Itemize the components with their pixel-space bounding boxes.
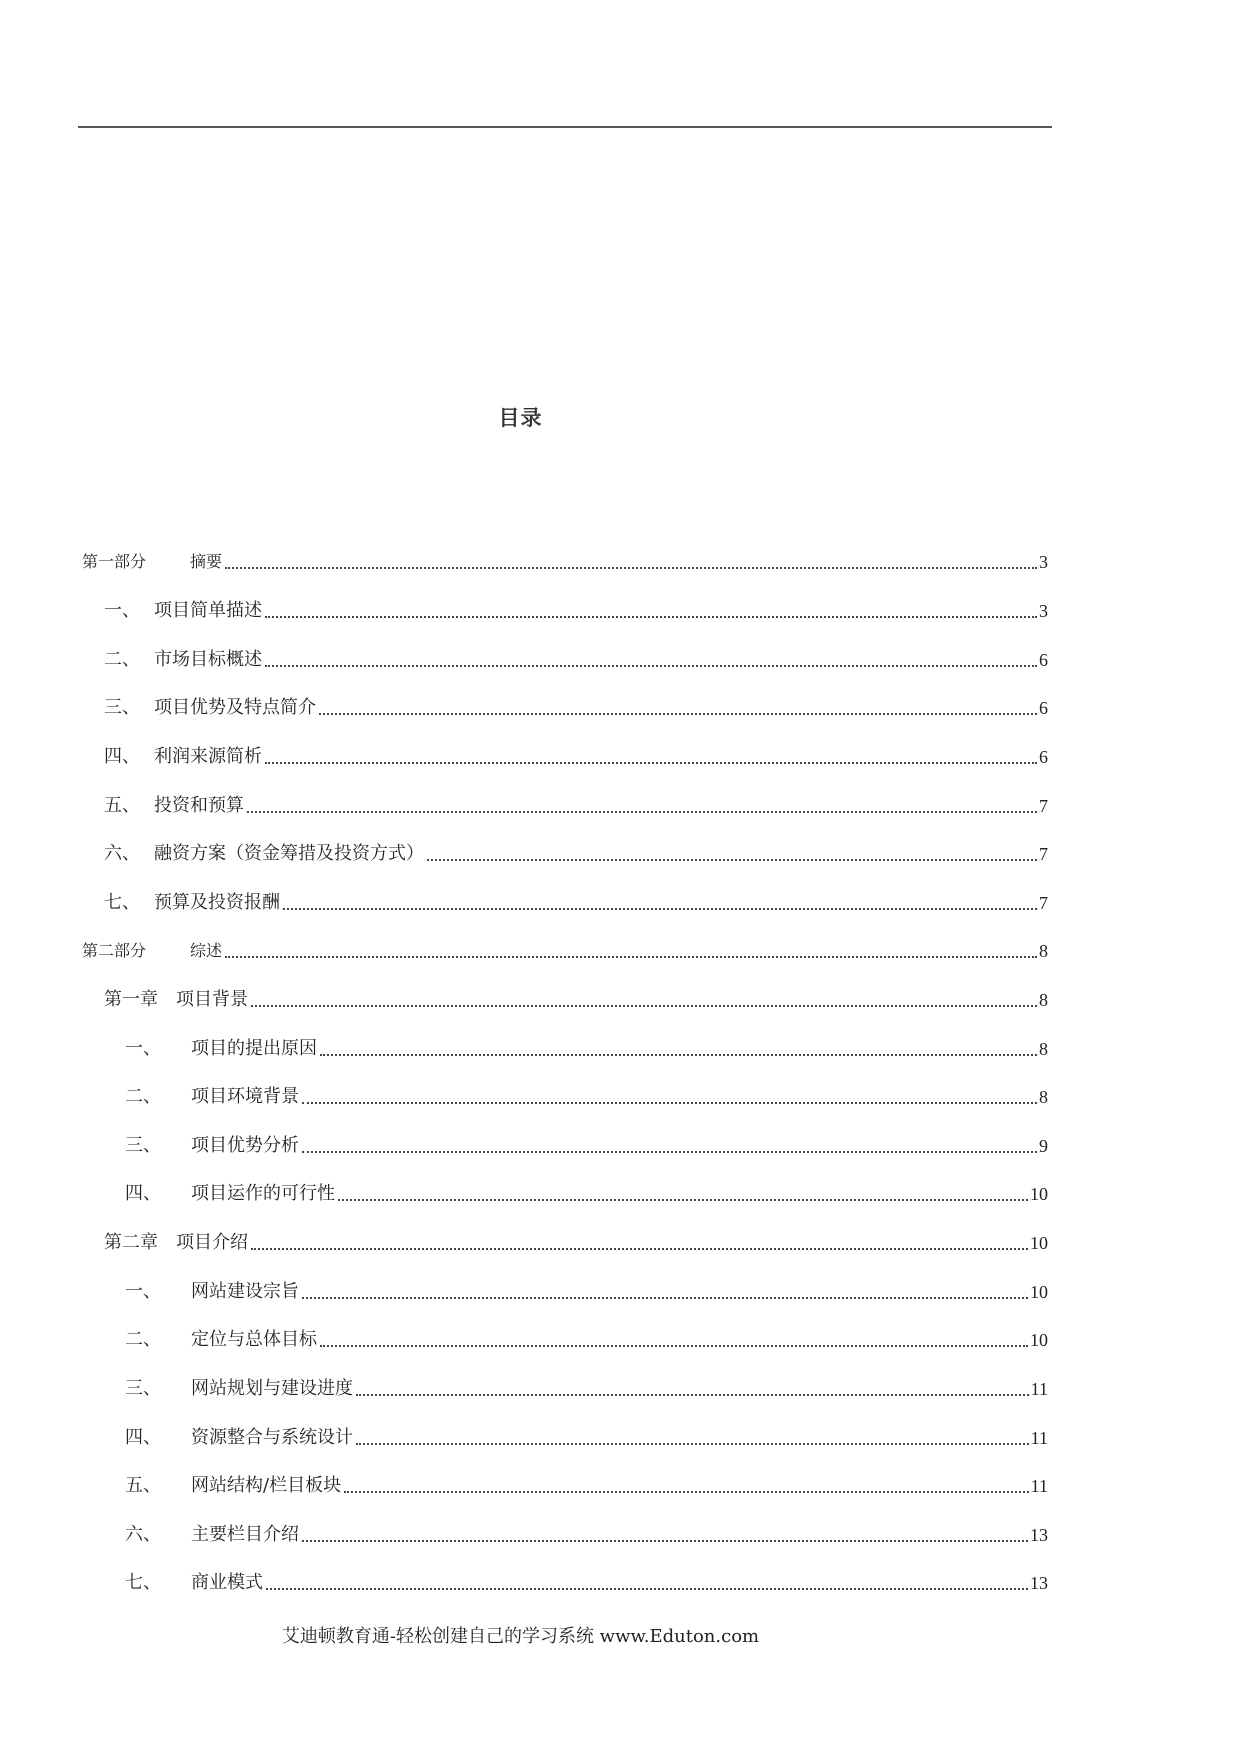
toc-leader-dots <box>247 811 1037 813</box>
toc-entry[interactable] <box>125 1519 1048 1547</box>
toc-entry-number: 第二章 <box>104 1232 158 1253</box>
toc-entry-page: 7 <box>1039 844 1048 864</box>
toc-entry-number: 三、 <box>125 1378 161 1399</box>
toc-leader-dots <box>320 1054 1037 1056</box>
toc-entry-page: 10 <box>1030 1330 1048 1350</box>
toc-entry-number: 第二部分 <box>82 941 147 960</box>
toc-leader-dots <box>251 1248 1028 1250</box>
toc-entry[interactable] <box>82 546 1048 574</box>
toc-leader-dots <box>265 762 1037 764</box>
toc-entry-label: 综述 <box>190 941 223 960</box>
toc-entry-number: 三、 <box>104 697 140 718</box>
toc-entry[interactable] <box>125 1324 1048 1352</box>
toc-leader-dots <box>302 1151 1037 1153</box>
toc-leader-dots <box>251 1005 1037 1007</box>
toc-leader-dots <box>265 665 1037 667</box>
toc-entry-page: 8 <box>1039 1087 1048 1107</box>
toc-entry-number: 二、 <box>125 1086 161 1107</box>
toc-entry-number: 四、 <box>125 1183 161 1204</box>
toc-entry-label: 项目环境背景 <box>191 1086 299 1107</box>
toc-leader-dots <box>302 1540 1028 1542</box>
toc-entry-page: 13 <box>1030 1573 1048 1593</box>
toc-entry-number: 四、 <box>125 1427 161 1448</box>
toc-entry[interactable] <box>104 887 1048 915</box>
toc-entry-label: 项目优势分析 <box>191 1135 299 1156</box>
toc-entry-label: 项目介绍 <box>176 1232 248 1253</box>
toc-leader-dots <box>302 1102 1037 1104</box>
toc-entry-label: 摘要 <box>190 552 223 571</box>
toc-entry-page: 3 <box>1039 601 1048 621</box>
toc-leader-dots <box>266 1588 1028 1590</box>
toc-entry-label: 项目的提出原因 <box>191 1038 317 1059</box>
toc-entry-label: 资源整合与系统设计 <box>191 1427 353 1448</box>
toc-leader-dots <box>302 1297 1028 1299</box>
page-footer: 艾迪顿教育通-轻松创建自己的学习系统 www.Eduton.com <box>281 1626 760 1647</box>
toc-entry[interactable] <box>125 1470 1048 1498</box>
toc-entry[interactable] <box>104 1227 1048 1255</box>
toc-entry-label: 投资和预算 <box>154 795 244 816</box>
toc-entry[interactable] <box>125 1081 1048 1109</box>
toc-entry[interactable] <box>125 1567 1048 1595</box>
toc-entry-label: 融资方案（资金筹措及投资方式） <box>154 843 424 864</box>
toc-leader-dots <box>344 1491 1029 1493</box>
toc-entry-number: 第一章 <box>104 989 158 1010</box>
toc-entry-page: 3 <box>1039 552 1048 572</box>
toc-entry[interactable] <box>104 692 1048 720</box>
toc-entry[interactable] <box>104 741 1048 769</box>
toc-entry-page: 8 <box>1039 990 1048 1010</box>
toc-entry-number: 四、 <box>104 746 140 767</box>
toc-entry[interactable] <box>82 935 1048 963</box>
toc-entry[interactable] <box>104 644 1048 672</box>
toc-entry-label: 网站建设宗旨 <box>191 1281 299 1302</box>
toc-entry-number: 七、 <box>104 892 140 913</box>
toc-entry-number: 二、 <box>104 649 140 670</box>
toc-entry-page: 6 <box>1039 650 1048 670</box>
toc-entry-page: 11 <box>1030 1476 1048 1496</box>
toc-entry-number: 二、 <box>125 1329 161 1350</box>
toc-entry-number: 五、 <box>125 1475 161 1496</box>
toc-entry-number: 一、 <box>104 600 140 621</box>
toc-leader-dots <box>338 1199 1028 1201</box>
toc-entry-label: 项目运作的可行性 <box>191 1183 335 1204</box>
toc-entry[interactable] <box>125 1373 1048 1401</box>
toc-entry[interactable] <box>104 790 1048 818</box>
toc-entry-number: 五、 <box>104 795 140 816</box>
toc-entry-label: 定位与总体目标 <box>191 1329 317 1350</box>
toc-entry-label: 市场目标概述 <box>154 649 262 670</box>
toc-entry-page: 7 <box>1039 796 1048 816</box>
toc-leader-dots <box>356 1394 1029 1396</box>
toc-entry[interactable] <box>125 1422 1048 1450</box>
toc-leader-dots <box>356 1443 1029 1445</box>
toc-entry-page: 10 <box>1030 1282 1048 1302</box>
toc-entry-number: 六、 <box>104 843 140 864</box>
toc-entry-label: 项目简单描述 <box>154 600 262 621</box>
toc-entry-page: 13 <box>1030 1525 1048 1545</box>
toc-entry-label: 利润来源简析 <box>154 746 262 767</box>
toc-entry-label: 项目背景 <box>176 989 248 1010</box>
toc-entry-label: 项目优势及特点简介 <box>154 697 316 718</box>
toc-entry[interactable] <box>104 984 1048 1012</box>
toc-entry-number: 第一部分 <box>82 552 147 571</box>
toc-leader-dots <box>320 1345 1028 1347</box>
toc-entry-page: 11 <box>1030 1428 1048 1448</box>
toc-entry-label: 预算及投资报酬 <box>154 892 280 913</box>
toc-entry-page: 8 <box>1039 1039 1048 1059</box>
toc-entry-page: 10 <box>1030 1184 1048 1204</box>
toc-entry-page: 6 <box>1039 747 1048 767</box>
toc-entry-label: 商业模式 <box>191 1572 263 1593</box>
toc-entry-label: 主要栏目介绍 <box>191 1524 299 1545</box>
toc-entry-number: 一、 <box>125 1281 161 1302</box>
toc-entry-page: 7 <box>1039 893 1048 913</box>
toc-title: 目录 <box>498 406 543 430</box>
toc-leader-dots <box>283 908 1037 910</box>
toc-entry[interactable] <box>104 595 1048 623</box>
toc-entry[interactable] <box>125 1178 1048 1206</box>
toc-entry-label: 网站结构/栏目板块 <box>191 1475 342 1496</box>
toc-leader-dots <box>225 956 1037 958</box>
toc-entry-page: 11 <box>1030 1379 1048 1399</box>
toc-entry-label: 网站规划与建设进度 <box>191 1378 353 1399</box>
toc-entry-number: 一、 <box>125 1038 161 1059</box>
toc-entry[interactable] <box>104 838 1048 866</box>
toc-leader-dots <box>319 713 1037 715</box>
toc-leader-dots <box>427 859 1037 861</box>
toc-entry[interactable] <box>125 1276 1048 1304</box>
toc-entry-page: 8 <box>1039 941 1048 961</box>
toc-entry-page: 10 <box>1030 1233 1048 1253</box>
toc-entry-page: 6 <box>1039 698 1048 718</box>
toc-entry-number: 七、 <box>125 1572 161 1593</box>
toc-entry[interactable] <box>125 1130 1048 1158</box>
toc-entry-number: 三、 <box>125 1135 161 1156</box>
toc-leader-dots <box>225 567 1037 569</box>
toc-leader-dots <box>265 616 1037 618</box>
toc-entry-page: 9 <box>1039 1136 1048 1156</box>
toc-entry[interactable] <box>125 1033 1048 1061</box>
toc-entry-number: 六、 <box>125 1524 161 1545</box>
